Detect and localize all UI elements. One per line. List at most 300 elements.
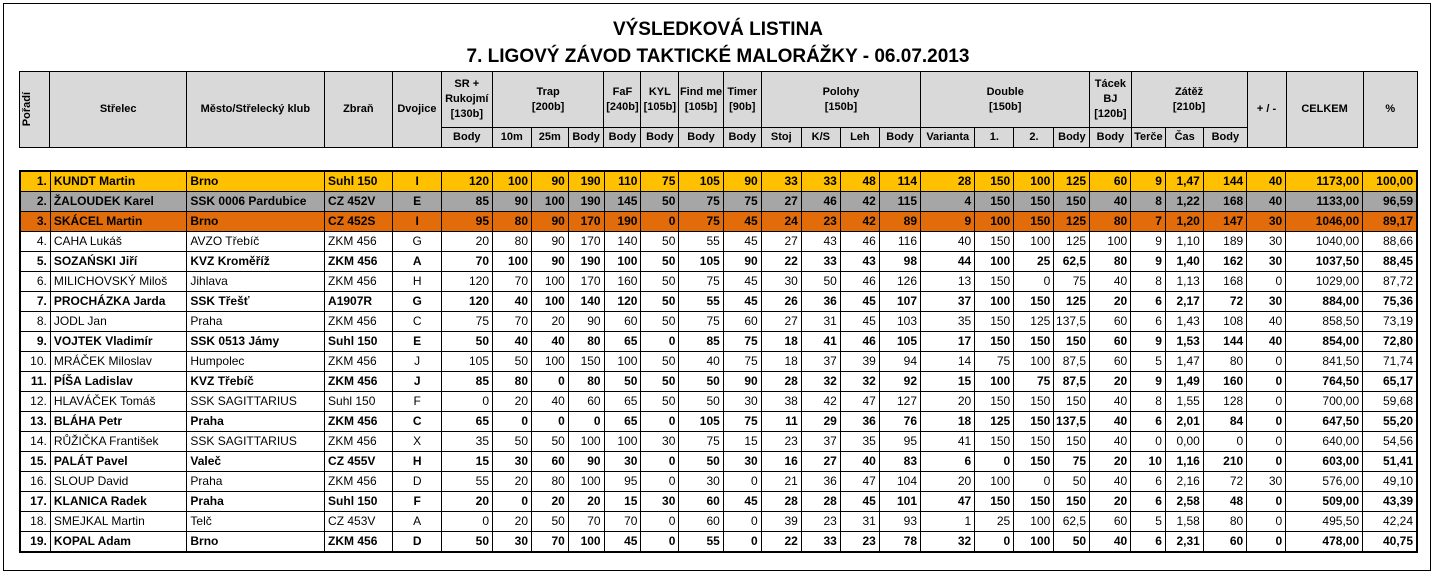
table-cell: Suhl 150 xyxy=(325,332,393,352)
table-cell: 95 xyxy=(879,432,920,452)
table-cell: 495,50 xyxy=(1286,512,1363,532)
table-cell: 140 xyxy=(568,292,604,312)
table-cell: 94 xyxy=(879,352,920,372)
table-cell: 100 xyxy=(975,292,1014,312)
table-cell: 7 xyxy=(1131,212,1166,232)
table-cell: 40,75 xyxy=(1363,532,1417,553)
table-cell: 75 xyxy=(723,332,761,352)
page-subtitle: 7. LIGOVÝ ZÁVOD TAKTICKÉ MALORÁŽKY - 06.07.2013 xyxy=(466,46,970,67)
header-tacek: Tácek BJ [120b] xyxy=(1090,72,1131,128)
table-cell: 71,74 xyxy=(1363,352,1417,372)
table-cell: 54,56 xyxy=(1363,432,1417,452)
table-cell: 33 xyxy=(801,252,840,272)
table-cell: 100 xyxy=(1014,352,1054,372)
table-cell: 150 xyxy=(975,392,1014,412)
table-cell: MRÁČEK Miloslav xyxy=(50,352,187,372)
table-row xyxy=(20,312,1417,332)
table-cell: 100 xyxy=(493,171,532,192)
table-cell: 36 xyxy=(840,412,879,432)
table-cell: 35 xyxy=(840,432,879,452)
table-cell: PALÁT Pavel xyxy=(50,452,187,472)
table-cell: 39 xyxy=(840,352,879,372)
table-cell: 75 xyxy=(442,312,493,332)
table-cell: Telč xyxy=(187,512,325,532)
table-cell: KVZ Kroměříž xyxy=(187,252,325,272)
table-cell: C xyxy=(393,412,442,432)
table-cell: ZKM 456 xyxy=(325,252,393,272)
table-cell: 60 xyxy=(1090,171,1131,192)
header-sr: SR + Rukojmí [130b] xyxy=(441,72,492,128)
table-cell: 80 xyxy=(493,212,532,232)
table-cell: 100 xyxy=(1014,512,1054,532)
table-cell: 100 xyxy=(568,532,604,553)
table-cell: 6 xyxy=(1131,492,1166,512)
table-cell: 0 xyxy=(532,372,569,392)
table-cell: 75 xyxy=(679,192,723,212)
table-cell: Praha xyxy=(187,492,325,512)
table-cell: 105 xyxy=(679,252,723,272)
table-cell: 60 xyxy=(532,452,569,472)
table-cell: 60 xyxy=(1090,352,1131,372)
table-cell: 3. xyxy=(20,212,50,232)
table-row xyxy=(20,372,1417,392)
table-cell: 170 xyxy=(568,212,604,232)
table-cell: 47 xyxy=(840,392,879,412)
sub-header-double-1: 1. xyxy=(975,128,1014,148)
table-cell: 105 xyxy=(442,352,493,372)
table-cell: 168 xyxy=(1203,272,1246,292)
table-cell: 0 xyxy=(493,412,532,432)
table-cell: 1040,00 xyxy=(1286,232,1363,252)
table-cell: 10 xyxy=(1131,452,1166,472)
table-cell: 50 xyxy=(641,232,679,252)
table-cell: 125 xyxy=(1054,212,1090,232)
table-cell: A1907R xyxy=(325,292,393,312)
table-cell: 125 xyxy=(1054,232,1090,252)
table-cell: 0 xyxy=(1247,392,1286,412)
table-cell: 100 xyxy=(975,472,1014,492)
table-cell: 100 xyxy=(532,292,569,312)
table-cell: KOPAL Adam xyxy=(50,532,187,553)
table-cell: 0 xyxy=(1203,432,1246,452)
table-cell: 20 xyxy=(1090,292,1131,312)
table-cell: 100,00 xyxy=(1363,171,1417,192)
table-cell: CZ 452S xyxy=(325,212,393,232)
table-cell: 30 xyxy=(1247,472,1286,492)
table-cell: 50 xyxy=(641,292,679,312)
table-cell: 9 xyxy=(1131,372,1166,392)
table-cell: 1,40 xyxy=(1165,252,1203,272)
table-cell: 150 xyxy=(1014,452,1054,472)
table-cell: 1,10 xyxy=(1165,232,1203,252)
table-cell: 18 xyxy=(761,352,801,372)
table-cell: 70 xyxy=(604,512,641,532)
table-cell: 1133,00 xyxy=(1286,192,1363,212)
table-cell: 210 xyxy=(1203,452,1246,472)
table-cell: 20 xyxy=(532,312,569,332)
header-table xyxy=(19,71,1418,148)
table-cell: 45 xyxy=(723,272,761,292)
table-row xyxy=(20,332,1417,352)
table-cell: 150 xyxy=(975,432,1014,452)
table-cell: 50 xyxy=(679,392,723,412)
table-cell: 150 xyxy=(1014,432,1054,452)
table-cell: 30 xyxy=(1247,232,1286,252)
table-cell: 100 xyxy=(975,252,1014,272)
table-cell: 150 xyxy=(975,272,1014,292)
table-cell: 85 xyxy=(442,192,493,212)
table-cell: 150 xyxy=(1014,292,1054,312)
table-cell: 116 xyxy=(879,232,920,252)
table-cell: 37 xyxy=(801,432,840,452)
table-cell: 90 xyxy=(723,252,761,272)
table-cell: 150 xyxy=(975,332,1014,352)
table-cell: 0 xyxy=(641,472,679,492)
table-cell: 89 xyxy=(879,212,920,232)
header-findme: Find me [105b] xyxy=(679,72,723,128)
table-cell: 90 xyxy=(723,171,761,192)
table-cell: 1,47 xyxy=(1165,171,1203,192)
table-cell: 8. xyxy=(20,312,50,332)
table-cell: 45 xyxy=(723,292,761,312)
table-cell: 31 xyxy=(840,512,879,532)
table-cell: CZ 452V xyxy=(325,192,393,212)
table-cell: 125 xyxy=(975,412,1014,432)
table-cell: 72 xyxy=(1203,472,1246,492)
table-cell: 80 xyxy=(1090,252,1131,272)
table-cell: Valeč xyxy=(187,452,325,472)
header-celkem: CELKEM xyxy=(1286,72,1363,148)
table-cell: CAHA Lukáš xyxy=(50,232,187,252)
table-cell: 93 xyxy=(879,512,920,532)
table-cell: 854,00 xyxy=(1286,332,1363,352)
table-cell: E xyxy=(393,332,442,352)
table-row xyxy=(20,272,1417,292)
table-cell: 2,17 xyxy=(1165,292,1203,312)
table-cell: 60 xyxy=(1090,512,1131,532)
table-cell: ZKM 456 xyxy=(325,532,393,553)
table-cell: 40 xyxy=(1247,171,1286,192)
table-row xyxy=(20,252,1417,272)
table-cell: 60 xyxy=(1203,532,1246,553)
table-cell: 1,53 xyxy=(1165,332,1203,352)
table-cell: 23 xyxy=(801,512,840,532)
table-cell: 700,00 xyxy=(1286,392,1363,412)
table-cell: 40 xyxy=(1090,472,1131,492)
sub-header-double-varianta: Varianta xyxy=(921,128,975,148)
table-cell: 50 xyxy=(442,332,493,352)
table-cell: 80 xyxy=(568,332,604,352)
table-cell: 50 xyxy=(1054,472,1090,492)
table-cell: 75 xyxy=(723,412,761,432)
table-cell: 65 xyxy=(604,392,641,412)
table-cell: 1,58 xyxy=(1165,512,1203,532)
table-cell: 18 xyxy=(921,412,975,432)
table-cell: 75 xyxy=(1054,452,1090,472)
table-cell: 33 xyxy=(801,532,840,553)
table-cell: 125 xyxy=(1054,292,1090,312)
table-cell: 0,00 xyxy=(1165,432,1203,452)
table-cell: Humpolec xyxy=(187,352,325,372)
table-cell: BLÁHA Petr xyxy=(50,412,187,432)
table-cell: 55,20 xyxy=(1363,412,1417,432)
table-cell: 62,5 xyxy=(1054,252,1090,272)
table-cell: 46 xyxy=(840,232,879,252)
table-cell: 75 xyxy=(679,312,723,332)
table-cell: 8 xyxy=(1131,392,1166,412)
table-cell: 1,49 xyxy=(1165,372,1203,392)
table-cell: 41 xyxy=(801,332,840,352)
sub-header-zatez-cas: Čas xyxy=(1166,128,1204,148)
table-cell: 23 xyxy=(801,212,840,232)
table-cell: 40 xyxy=(532,332,569,352)
table-cell: 107 xyxy=(879,292,920,312)
table-cell: 88,66 xyxy=(1363,232,1417,252)
table-cell: SSK Třešť xyxy=(187,292,325,312)
table-cell: 100 xyxy=(975,372,1014,392)
table-cell: 85 xyxy=(442,372,493,392)
header-strelec: Střelec xyxy=(50,72,187,148)
table-cell: 43 xyxy=(840,252,879,272)
table-cell: 35 xyxy=(442,432,493,452)
table-cell: 1. xyxy=(20,171,50,192)
table-cell: ZKM 456 xyxy=(325,432,393,452)
table-cell: 190 xyxy=(604,212,641,232)
table-cell: ZKM 456 xyxy=(325,312,393,332)
table-cell: 15 xyxy=(442,452,493,472)
table-cell: 128 xyxy=(1203,392,1246,412)
header-plusminus: + / - xyxy=(1247,72,1286,148)
table-cell: 8 xyxy=(1131,192,1166,212)
table-cell: 189 xyxy=(1203,232,1246,252)
table-cell: 9 xyxy=(1131,252,1166,272)
table-cell: 40 xyxy=(921,232,975,252)
table-cell: 50 xyxy=(641,372,679,392)
table-cell: HLAVÁČEK Tomáš xyxy=(50,392,187,412)
table-cell: 83 xyxy=(879,452,920,472)
table-cell: 100 xyxy=(532,272,569,292)
table-cell: 100 xyxy=(532,192,569,212)
table-cell: 80 xyxy=(493,232,532,252)
table-cell: 17. xyxy=(20,492,50,512)
table-cell: CZ 453V xyxy=(325,512,393,532)
table-cell: ŽALOUDEK Karel xyxy=(50,192,187,212)
table-cell: 100 xyxy=(1014,171,1054,192)
table-cell: 509,00 xyxy=(1286,492,1363,512)
table-cell: 19. xyxy=(20,532,50,553)
table-cell: Suhl 150 xyxy=(325,492,393,512)
table-cell: 70 xyxy=(493,272,532,292)
table-cell: 190 xyxy=(568,171,604,192)
table-cell: 115 xyxy=(879,192,920,212)
table-cell: 478,00 xyxy=(1286,532,1363,553)
table-cell: 90 xyxy=(723,372,761,392)
table-cell: 62,5 xyxy=(1054,512,1090,532)
table-cell: 5. xyxy=(20,252,50,272)
table-cell: 30 xyxy=(493,452,532,472)
table-cell: 30 xyxy=(761,272,801,292)
sub-header-trap-10m: 10m xyxy=(492,128,531,148)
table-cell: 1,16 xyxy=(1165,452,1203,472)
table-cell: 9. xyxy=(20,332,50,352)
table-cell: 50 xyxy=(1054,532,1090,553)
table-cell: 16 xyxy=(761,452,801,472)
table-cell: 0 xyxy=(1247,452,1286,472)
table-cell: I xyxy=(393,171,442,192)
table-cell: 55 xyxy=(679,532,723,553)
table-cell: 28 xyxy=(761,372,801,392)
table-cell: 103 xyxy=(879,312,920,332)
table-cell: 38 xyxy=(761,392,801,412)
table-cell: SMEJKAL Martin xyxy=(50,512,187,532)
sub-header-zatez-terce: Terče xyxy=(1131,128,1166,148)
table-cell: Praha xyxy=(187,412,325,432)
table-cell: 4. xyxy=(20,232,50,252)
table-cell: SSK 0006 Pardubice xyxy=(187,192,325,212)
table-cell: 137,5 xyxy=(1054,312,1090,332)
table-cell: 35 xyxy=(921,312,975,332)
table-cell: 0 xyxy=(641,532,679,553)
table-cell: A xyxy=(393,512,442,532)
table-cell: 1,43 xyxy=(1165,312,1203,332)
table-cell: 75 xyxy=(723,192,761,212)
table-cell: 50 xyxy=(641,392,679,412)
table-cell: 1,13 xyxy=(1165,272,1203,292)
table-cell: 50 xyxy=(493,432,532,452)
table-cell: 120 xyxy=(442,171,493,192)
table-cell: 190 xyxy=(568,192,604,212)
table-cell: 48 xyxy=(1203,492,1246,512)
table-cell: 90 xyxy=(568,312,604,332)
table-cell: 25 xyxy=(975,512,1014,532)
table-cell: 20 xyxy=(442,232,493,252)
header-trap: Trap [200b] xyxy=(492,72,604,128)
sub-header-zatez-body: Body xyxy=(1204,128,1247,148)
table-cell: 5 xyxy=(1131,512,1166,532)
table-row xyxy=(20,532,1417,553)
table-cell: PÍŠA Ladislav xyxy=(50,372,187,392)
table-cell: J xyxy=(393,352,442,372)
table-cell: 125 xyxy=(1054,171,1090,192)
table-cell: 30 xyxy=(1247,292,1286,312)
table-row xyxy=(20,392,1417,412)
table-cell: 2,31 xyxy=(1165,532,1203,553)
table-cell: 14. xyxy=(20,432,50,452)
table-cell: 75,36 xyxy=(1363,292,1417,312)
table-cell: 50 xyxy=(641,312,679,332)
table-cell: 0 xyxy=(1014,272,1054,292)
table-cell: 30 xyxy=(493,532,532,553)
table-cell: KVZ Třebíč xyxy=(187,372,325,392)
table-cell: 80 xyxy=(532,472,569,492)
table-cell: 110 xyxy=(604,171,641,192)
header-double: Double [150b] xyxy=(921,72,1090,128)
table-cell: 42,24 xyxy=(1363,512,1417,532)
table-cell: 88,45 xyxy=(1363,252,1417,272)
table-cell: 0 xyxy=(1247,272,1286,292)
table-cell: 27 xyxy=(761,312,801,332)
table-cell: 0 xyxy=(1247,532,1286,553)
table-cell: 60 xyxy=(568,392,604,412)
table-cell: 0 xyxy=(723,472,761,492)
table-cell: SSK 0513 Jámy xyxy=(187,332,325,352)
table-cell: 50 xyxy=(679,372,723,392)
table-cell: Brno xyxy=(187,171,325,192)
table-cell: 43 xyxy=(801,232,840,252)
table-cell: 0 xyxy=(568,412,604,432)
table-cell: 47 xyxy=(921,492,975,512)
table-cell: 120 xyxy=(604,292,641,312)
table-cell: 1,22 xyxy=(1165,192,1203,212)
sub-header-kyl-body: Body xyxy=(641,128,679,148)
table-cell: 30 xyxy=(641,492,679,512)
table-cell: SOZAŃSKI Jiří xyxy=(50,252,187,272)
table-cell: 40 xyxy=(679,352,723,372)
table-cell: 1029,00 xyxy=(1286,272,1363,292)
table-row xyxy=(20,212,1417,232)
table-cell: 50 xyxy=(604,372,641,392)
table-cell: 6 xyxy=(1131,532,1166,553)
table-cell: ZKM 456 xyxy=(325,352,393,372)
table-cell: 150 xyxy=(1014,332,1054,352)
table-cell: 2,01 xyxy=(1165,412,1203,432)
table-cell: 640,00 xyxy=(1286,432,1363,452)
table-cell: 647,50 xyxy=(1286,412,1363,432)
sub-header-polohy-ks: K/S xyxy=(801,128,840,148)
table-cell: 21 xyxy=(761,472,801,492)
table-cell: D xyxy=(393,532,442,553)
table-cell: ZKM 456 xyxy=(325,472,393,492)
table-cell: 0 xyxy=(1247,492,1286,512)
table-cell: 150 xyxy=(1054,392,1090,412)
table-cell: 60 xyxy=(679,512,723,532)
table-cell: 0 xyxy=(641,512,679,532)
table-cell: 170 xyxy=(568,232,604,252)
table-cell: PROCHÁZKA Jarda xyxy=(50,292,187,312)
table-cell: 30 xyxy=(604,452,641,472)
table-cell: 100 xyxy=(568,472,604,492)
table-cell: 41 xyxy=(921,432,975,452)
table-cell: 6. xyxy=(20,272,50,292)
table-cell: 105 xyxy=(879,332,920,352)
table-cell: RŮŽIČKA František xyxy=(50,432,187,452)
table-cell: 30 xyxy=(723,452,761,472)
table-row xyxy=(20,512,1417,532)
table-cell: Suhl 150 xyxy=(325,392,393,412)
table-cell: 100 xyxy=(532,352,569,372)
table-cell: 65,17 xyxy=(1363,372,1417,392)
table-cell: 96,59 xyxy=(1363,192,1417,212)
table-cell: 40 xyxy=(1090,412,1131,432)
table-cell: 40 xyxy=(1090,192,1131,212)
table-cell: Praha xyxy=(187,472,325,492)
table-row xyxy=(20,192,1417,212)
table-cell: 72,80 xyxy=(1363,332,1417,352)
table-cell: 145 xyxy=(604,192,641,212)
sub-header-polohy-body: Body xyxy=(879,128,920,148)
table-cell: 140 xyxy=(604,232,641,252)
table-cell: 36 xyxy=(801,292,840,312)
header-dvojice: Dvojice xyxy=(393,72,442,148)
table-cell: 12. xyxy=(20,392,50,412)
table-cell: 89,17 xyxy=(1363,212,1417,232)
table-cell: 87,72 xyxy=(1363,272,1417,292)
sub-header-sr-body: Body xyxy=(441,128,492,148)
header-polohy: Polohy [150b] xyxy=(761,72,920,128)
table-cell: 32 xyxy=(801,372,840,392)
table-cell: 26 xyxy=(761,292,801,312)
table-cell: 9 xyxy=(921,212,975,232)
